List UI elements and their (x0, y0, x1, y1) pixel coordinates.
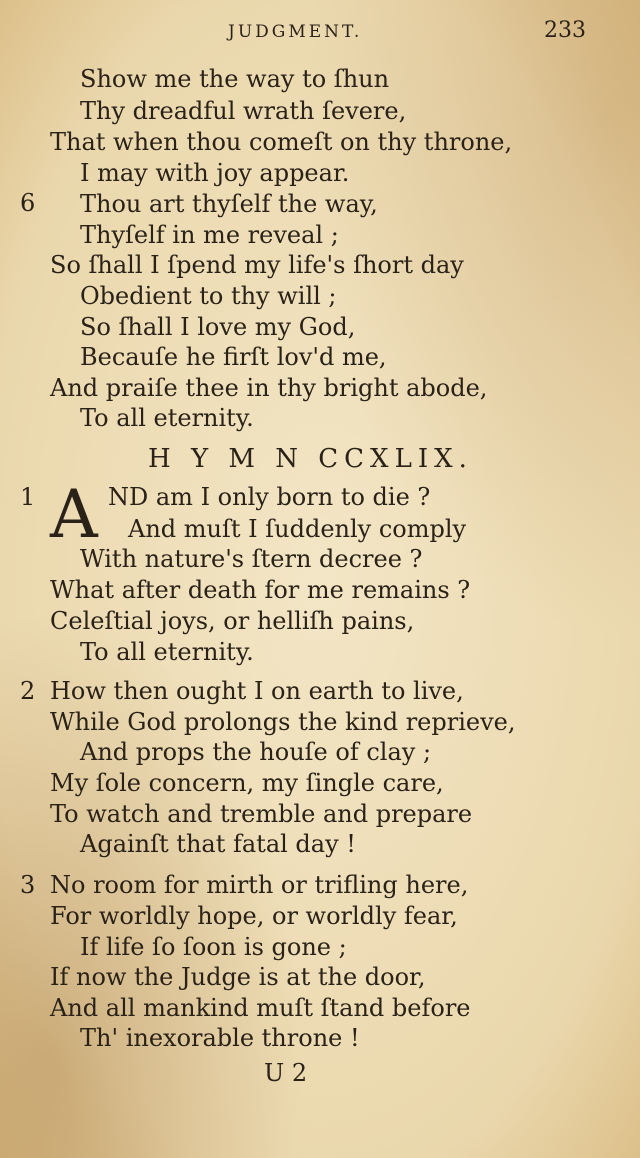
verse-line: Thy dreadful wrath ſevere, (80, 97, 407, 125)
verse-line: Celeſtial joys, or helliſh pains, (50, 607, 415, 635)
stanza-number: 3 (20, 871, 36, 899)
verse-line: Show me the way to ſhun (80, 65, 390, 93)
verse-line: And praiſe thee in thy bright abode, (50, 374, 488, 402)
verse-line: How then ought I on earth to live, (50, 677, 464, 705)
verse-line: So ſhall I love my God, (80, 313, 356, 341)
verse-line: So ſhall I ſpend my life's ſhort day (50, 251, 464, 279)
hymn-title: H Y M N CCXLIX. (148, 444, 473, 474)
verse-line: If life ſo ſoon is gone ; (80, 933, 347, 961)
verse-line: Th' inexorable throne ! (80, 1024, 360, 1052)
page-number: 233 (544, 18, 586, 43)
running-head-title: JUDGMENT. (228, 22, 363, 42)
verse-line: While God prolongs the kind reprieve, (50, 708, 516, 736)
verse-line: To all eternity. (80, 404, 254, 432)
verse-line: ND am I only born to die ? (108, 483, 431, 511)
verse-line: To all eternity. (80, 638, 254, 666)
verse-line: Obedient to thy will ; (80, 282, 337, 310)
stanza-number: 6 (20, 189, 36, 217)
verse-line: With nature's ſtern decree ? (80, 545, 423, 573)
stanza-number: 1 (20, 483, 36, 511)
verse-line: Becauſe he firſt lov'd me, (80, 343, 387, 371)
verse-line: If now the Judge is at the door, (50, 963, 426, 991)
verse-line: And all mankind muſt ſtand before (50, 994, 471, 1022)
verse-line: What after death for me remains ? (50, 576, 471, 604)
verse-line: For worldly hope, or worldly fear, (50, 902, 458, 930)
signature-mark: U 2 (264, 1059, 308, 1087)
verse-line: Againſt that fatal day ! (80, 830, 356, 858)
verse-line: To watch and tremble and prepare (50, 800, 473, 828)
verse-line: Thyſelf in me reveal ; (80, 221, 339, 249)
verse-line: Thou art thyſelf the way, (80, 190, 378, 218)
verse-line: My ſole concern, my ſingle care, (50, 769, 444, 797)
verse-line: I may with joy appear. (80, 159, 350, 187)
verse-line: That when thou comeſt on thy throne, (50, 128, 513, 156)
verse-line: No room for mirth or trifling here, (50, 871, 469, 899)
stanza-number: 2 (20, 677, 36, 705)
verse-line: And muſt I ſuddenly comply (128, 515, 467, 543)
verse-line: And props the houſe of clay ; (80, 738, 432, 766)
running-head (0, 18, 640, 50)
drop-cap: A (50, 476, 98, 553)
